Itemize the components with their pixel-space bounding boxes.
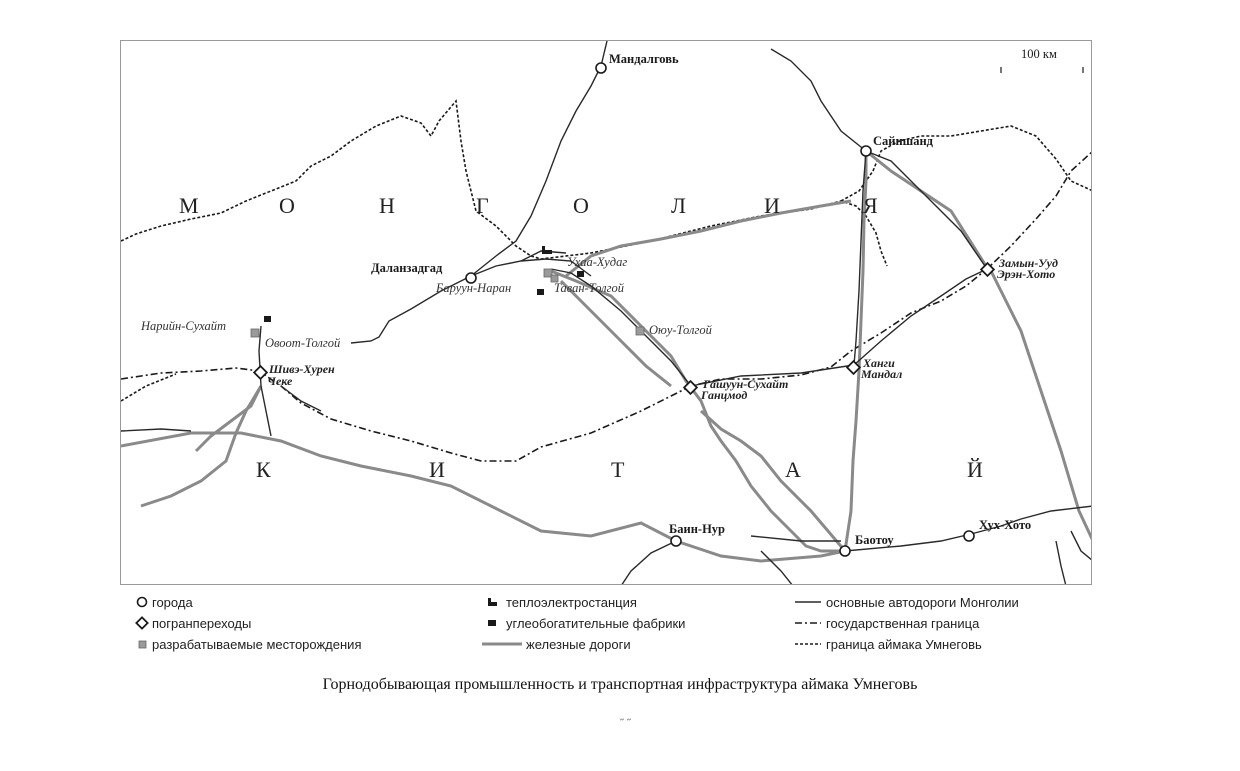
city-huh-hoto-marker <box>964 531 974 541</box>
mongolia-letter: О <box>573 193 589 218</box>
city-baotou-marker <box>840 546 850 556</box>
mongolia-letter: Г <box>476 193 489 218</box>
diamond-icon <box>132 614 152 632</box>
deposit-baruun-naran-label: Баруун-Наран <box>436 281 512 295</box>
china-letter: И <box>429 457 445 482</box>
figure-caption: Горнодобывающая промышленность и транспортная инфраструктура аймака Умнеговь <box>322 676 918 693</box>
china-letter: К <box>256 457 271 482</box>
coal-plant-baruun-naran-marker <box>537 289 544 295</box>
deposit-tavan-tolgoi-label: Таван-Толгой <box>554 281 624 295</box>
deposit-nariin-sukhait-label: Нарийн-Сухайт <box>141 319 227 333</box>
china-letter: А <box>785 457 801 482</box>
crossing-erenhot-label: Эрэн-Хото <box>997 267 1056 281</box>
crossing-gashuun-sukhait-label: Гашуун-Сухайт <box>703 377 789 391</box>
crossing-ceke-label: Чеке <box>267 374 293 388</box>
map-legend <box>120 585 1092 667</box>
coal-plant-markers <box>264 271 584 322</box>
mongolia-letter: О <box>279 193 295 218</box>
mongolia-letter: Л <box>671 193 686 218</box>
city-bain-nur-marker <box>671 536 681 546</box>
legend-aimag-border <box>790 635 982 653</box>
legend-border-crossings <box>132 614 251 632</box>
crossing-mandal-label: Мандал <box>861 367 903 381</box>
legend-cities-label: города <box>152 594 193 610</box>
city-huh-hoto-label: Хух-Хото <box>979 518 1032 532</box>
legend-deposits-label: разрабатываемые месторождения <box>152 636 362 652</box>
scale-label: 100 км <box>1021 47 1057 61</box>
mongolia-letter: Н <box>379 193 395 218</box>
city-sainshand-marker <box>861 146 871 156</box>
legend-power-plant-label: теплоэлектростанция <box>506 594 637 610</box>
legend-state-border-label: государственная граница <box>826 615 980 631</box>
legend-coal-plants-label: углеобогатительные фабрики <box>506 615 686 631</box>
power-plant-marker <box>542 246 552 254</box>
legend-aimag-border-label: граница аймака Умнеговь <box>826 636 982 652</box>
mongolia-letter: Я <box>863 193 878 218</box>
coal-plant-nariin-sukhait-marker <box>264 316 271 322</box>
legend-coal-plants <box>478 614 685 632</box>
crossing-shivee-khuren-label: Шивэ-Хурен <box>269 362 335 376</box>
deposit-ovoot-tolgoi-marker <box>251 329 259 337</box>
mongolia-letter: И <box>764 193 780 218</box>
city-sainshand-label: Сайншанд <box>873 134 934 148</box>
railway-line-icon <box>478 635 526 653</box>
city-circle-icon <box>132 593 152 611</box>
aimag-border-line-icon <box>790 635 826 653</box>
deposit-ovoot-tolgoi-label: Овоот-Толгой <box>265 336 341 350</box>
legend-railways-label: железные дороги <box>526 636 631 652</box>
china-letter: Т <box>611 457 625 482</box>
deposit-square-icon <box>132 635 152 653</box>
crossing-shivee-khuren-marker <box>254 366 267 379</box>
roads <box>121 41 1092 585</box>
city-mandalgov-marker <box>596 63 606 73</box>
crossing-khangi-label: Ханги <box>863 356 895 370</box>
legend-border-crossings-label: погранпереходы <box>152 615 252 631</box>
legend-roads-label: основные автодороги Монголии <box>826 594 1019 610</box>
city-mandalgov-label: Мандалговь <box>609 52 679 66</box>
coal-plant-tavan-tolgoi-marker <box>577 271 584 277</box>
map-frame <box>120 40 1092 585</box>
legend-deposits <box>132 635 361 653</box>
city-baotou-label: Баотоу <box>855 533 894 547</box>
city-dalanzadgad-label: Даланзадгад <box>371 261 443 275</box>
state-border-line-icon <box>790 614 826 632</box>
map-canvas <box>121 41 1092 585</box>
railways <box>121 151 1092 561</box>
crossing-ganqimod-label: Ганцмод <box>701 388 748 402</box>
road-line-icon <box>790 593 826 611</box>
scale-bar <box>1001 67 1083 73</box>
deposit-oyu-tolgoi-label: Оюу-Толгой <box>649 323 712 337</box>
china-letter: Й <box>967 457 983 482</box>
city-bain-nur-label: Баин-Нур <box>669 522 726 536</box>
deposit-oyu-tolgoi-marker <box>636 327 644 335</box>
power-plant-icon <box>478 593 506 611</box>
crossing-zamyn-uud-label: Замын-Ууд <box>999 256 1058 270</box>
deposit-ukhaa-khudag-label: Ухаа-Худаг <box>567 255 628 269</box>
legend-state-border <box>790 614 979 632</box>
legend-power-plant <box>478 593 637 611</box>
mongolia-letter: М <box>179 193 199 218</box>
coal-plant-icon <box>478 614 506 632</box>
legend-railways <box>478 635 631 653</box>
legend-cities <box>132 593 193 611</box>
footer-marks: ˝ ˝ <box>620 716 631 730</box>
legend-roads <box>790 593 1019 611</box>
